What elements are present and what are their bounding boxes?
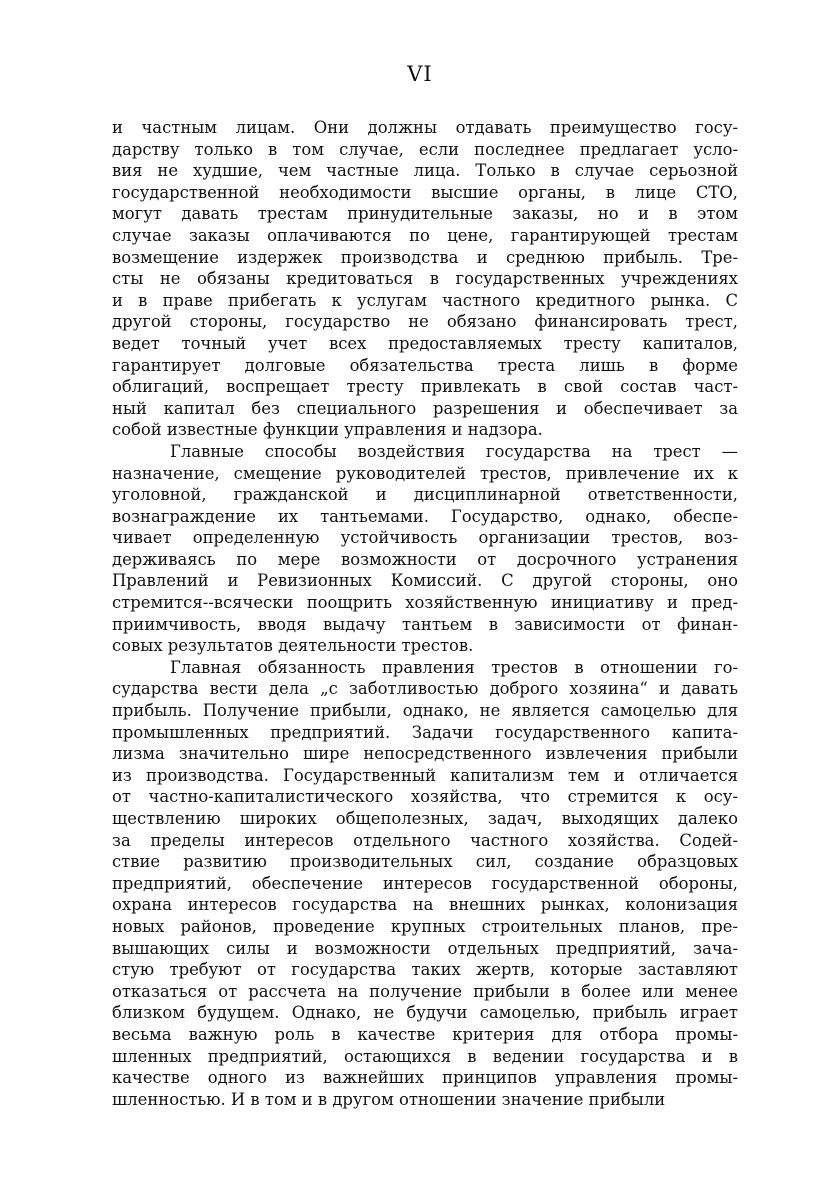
text-line: собой известные функции управления и надзора. bbox=[112, 420, 543, 440]
text-line: шленностью. И в том и в другом отношении значение прибыли bbox=[112, 1089, 666, 1109]
paragraph bbox=[112, 441, 738, 657]
text-line: возмещение издержек производства и среднюю прибыль. Тре- bbox=[112, 247, 738, 267]
text-line: назначение, смещение руководителей трестов, привлечение их к bbox=[112, 463, 738, 483]
text-line: стую требуют от государства таких жертв, которые заставляют bbox=[112, 960, 738, 980]
text-line: сты не обязаны кредитоваться в государственных учреждениях bbox=[112, 269, 738, 289]
text-line: другой стороны, государство не обязано финансировать трест, bbox=[112, 312, 738, 332]
text-line: приимчивость, вводя выдачу тантьем в зависимости от финан- bbox=[112, 614, 738, 634]
text-line: совых результатов деятельности трестов. bbox=[112, 636, 474, 656]
text-line: Главные способы воздействия государства на трест — bbox=[170, 441, 738, 461]
text-line: предприятий, обеспечение интересов государственной обороны, bbox=[112, 873, 738, 893]
text-line: сударства вести дела „с заботливостью доброго хозяина“ и давать bbox=[112, 679, 738, 699]
text-line: качестве одного из важнейших принципов управления промы- bbox=[112, 1068, 738, 1088]
text-line: от частно-капиталистического хозяйства, что стремится к осу- bbox=[112, 787, 738, 807]
text-line: могут давать трестам принудительные заказы, но и в этом bbox=[112, 204, 738, 224]
text-line: ствие развитию производительных сил, создание образцовых bbox=[112, 852, 738, 872]
text-line: чивает определенную устойчивость организации трестов, воз- bbox=[112, 528, 738, 548]
text-line: Главная обязанность правления трестов в отношении го- bbox=[170, 657, 738, 677]
text-line: гарантирует долговые обязательства треста лишь в форме bbox=[112, 355, 738, 375]
text-line: новых районов, проведение крупных строительных планов, пре- bbox=[112, 916, 738, 936]
text-line: ществлению широких общеполезных, задач, выходящих далеко bbox=[112, 809, 738, 828]
text-line: Правлений и Ревизионных Комиссий. С другой стороны, оно bbox=[112, 571, 738, 591]
text-line: лизма значительно шире непосредственного извлечения прибыли bbox=[112, 744, 738, 764]
text-line: шленных предприятий, остающихся в ведении государства и в bbox=[112, 1046, 738, 1066]
text-line: ный капитал без специального разрешения и обеспечивает за bbox=[112, 398, 738, 418]
text-line: и частным лицам. Они должны отдавать преимущество госу- bbox=[112, 118, 738, 137]
text-line: прибыль. Получение прибыли, однако, не является самоцелью для bbox=[112, 701, 738, 721]
text-line: уголовной, гражданской и дисциплинарной ответственности, bbox=[112, 485, 738, 505]
page-number: VI bbox=[407, 62, 433, 86]
text-line: ведет точный учет всех предоставляемых тресту капиталов, bbox=[112, 333, 738, 353]
text-line: весьма важную роль в качестве критерия для отбора промы- bbox=[112, 1024, 738, 1044]
text-line: близком будущем. Однако, не будучи самоцелью, прибыль играет bbox=[112, 1003, 738, 1023]
text-line: за пределы интересов отдельного частного хозяйства. Содей- bbox=[112, 830, 738, 850]
text-line: вышающих силы и возможности отдельных предприятий, зача- bbox=[112, 938, 738, 958]
body-text bbox=[112, 117, 738, 1110]
text-line: вия не худшие, чем частные лица. Только в случае серьозной bbox=[112, 161, 738, 181]
text-line: промышленных предприятий. Задачи государственного капита- bbox=[112, 722, 738, 742]
text-line: стремится--всячески поощрить хозяйственную инициативу и пред- bbox=[112, 593, 738, 613]
text-line: из производства. Государственный капитализм тем и отличается bbox=[112, 765, 738, 785]
paragraph bbox=[112, 117, 738, 441]
text-line: отказаться от рассчета на получение прибыли в более или менее bbox=[112, 981, 738, 1001]
paragraph bbox=[112, 657, 738, 1110]
text-line: дарству только в том случае, если последнее предлагает усло- bbox=[112, 139, 738, 159]
text-line: и в праве прибегать к услугам частного кредитного рынка. С bbox=[112, 290, 738, 310]
text-line: вознаграждение их тантьемами. Государство, однако, обеспе- bbox=[112, 506, 738, 526]
text-line: государственной необходимости высшие органы, в лице СТО, bbox=[112, 182, 738, 202]
text-line: случае заказы оплачиваются по цене, гарантирующей трестам bbox=[112, 225, 738, 245]
text-line: держиваясь по мере возможности от досрочного устранения bbox=[112, 549, 738, 569]
text-line: облигаций, воспрещает тресту привлекать в свой состав част- bbox=[112, 377, 738, 397]
text-line: охрана интересов государства на внешних рынках, колонизация bbox=[112, 895, 738, 915]
